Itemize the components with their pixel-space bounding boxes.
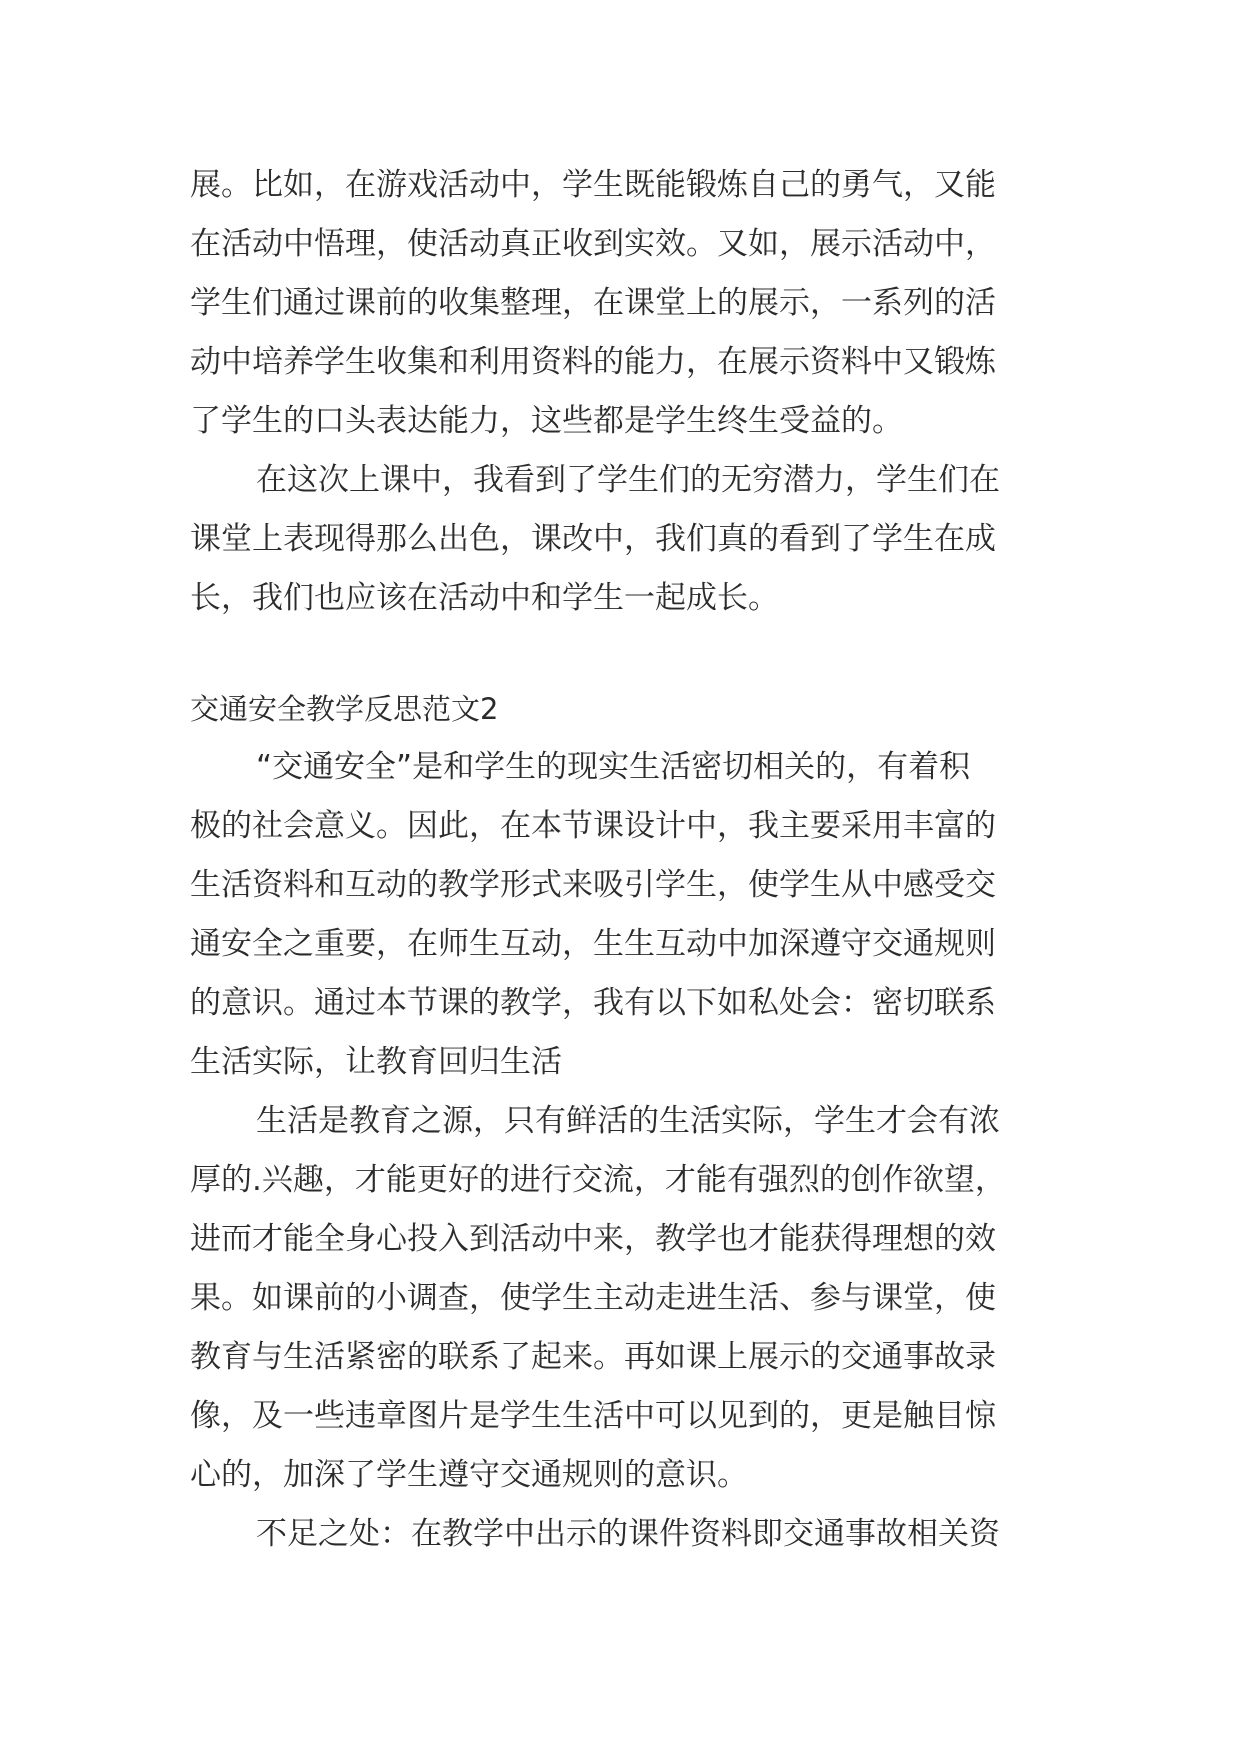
paragraph-first-line: 生活是教育之源，只有鲜活的生活实际，学生才会有浓 [256, 1103, 1000, 1139]
paragraph-first-line: 在这次上课中，我看到了学生们的无穷潜力，学生们在 [256, 462, 1000, 498]
text-line: 学生们通过课前的收集整理，在课堂上的展示，一系列的活 [190, 285, 996, 321]
text-line: 了学生的口头表达能力，这些都是学生终生受益的。 [190, 403, 903, 439]
section-heading: 交通安全教学反思范文2 [190, 692, 499, 726]
text-line: 在活动中悟理，使活动真正收到实效。又如，展示活动中， [190, 226, 996, 262]
text-line: 教育与生活紧密的联系了起来。再如课上展示的交通事故录 [190, 1339, 996, 1375]
text-line: 极的社会意义。因此，在本节课设计中，我主要采用丰富的 [190, 808, 996, 844]
text-line: 心的，加深了学生遵守交通规则的意识。 [190, 1457, 748, 1493]
paragraph-first-line: “交通安全”是和学生的现实生活密切相关的，有着积 [256, 749, 971, 785]
text-line: 果。如课前的小调查，使学生主动走进生活、参与课堂，使 [190, 1280, 996, 1316]
text-line: 动中培养学生收集和利用资料的能力，在展示资料中又锻炼 [190, 344, 996, 380]
text-line: 通安全之重要，在师生互动，生生互动中加深遵守交通规则 [190, 926, 996, 962]
text-line: 进而才能全身心投入到活动中来，教学也才能获得理想的效 [190, 1221, 996, 1257]
text-line: 厚的.兴趣，才能更好的进行交流，才能有强烈的创作欲望， [190, 1162, 1006, 1198]
text-line: 生活实际，让教育回归生活 [190, 1044, 562, 1080]
paragraph-first-line: 不足之处：在教学中出示的课件资料即交通事故相关资 [256, 1516, 1000, 1552]
text-line: 展。比如，在游戏活动中，学生既能锻炼自己的勇气，又能 [190, 167, 996, 203]
text-line: 的意识。通过本节课的教学，我有以下如私处会：密切联系 [190, 985, 996, 1021]
text-line: 像，及一些违章图片是学生生活中可以见到的，更是触目惊 [190, 1398, 996, 1434]
text-line: 课堂上表现得那么出色，课改中，我们真的看到了学生在成 [190, 521, 996, 557]
text-line: 长，我们也应该在活动中和学生一起成长。 [190, 580, 779, 616]
text-line: 生活资料和互动的教学形式来吸引学生，使学生从中感受交 [190, 867, 996, 903]
